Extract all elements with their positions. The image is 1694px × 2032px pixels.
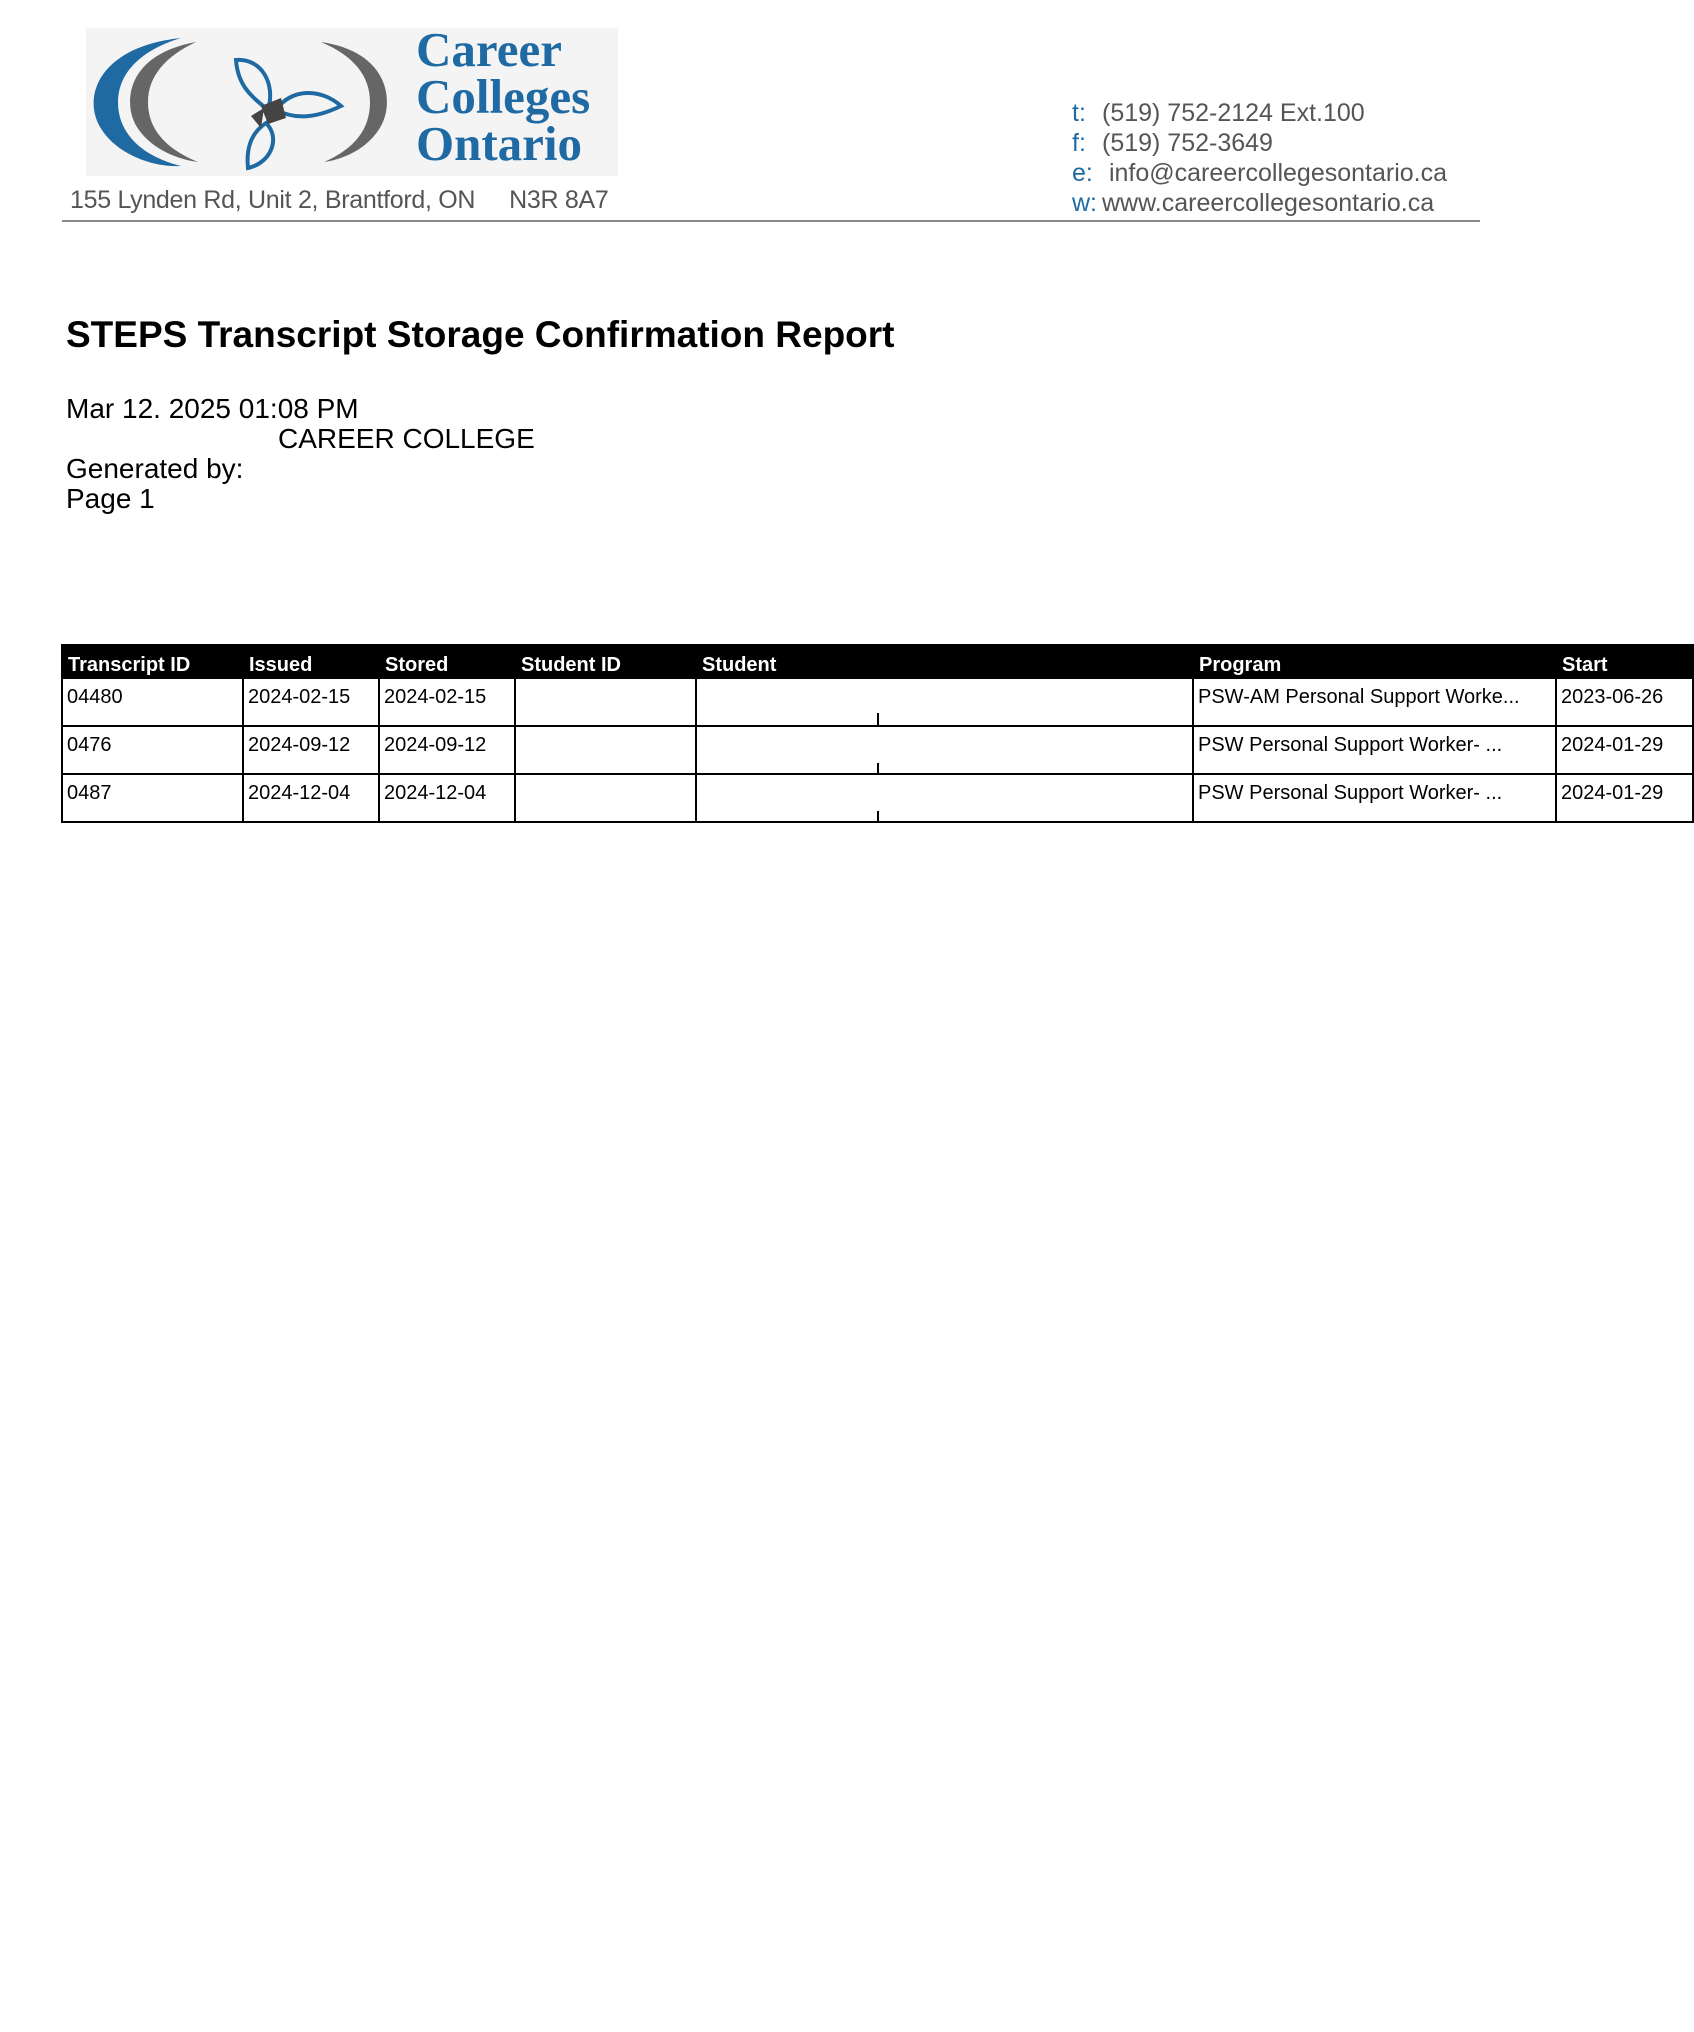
contact-phone bbox=[1072, 98, 1447, 128]
transcript-table bbox=[61, 644, 1694, 823]
redaction-mark bbox=[877, 811, 879, 823]
column-header: Student bbox=[696, 645, 1193, 678]
program-cell: PSW Personal Support Worker- ... bbox=[1193, 774, 1556, 822]
transcript-id-cell: 04480 bbox=[62, 678, 243, 726]
trillium-logo-icon bbox=[86, 28, 406, 176]
table-row bbox=[62, 774, 1693, 822]
stored-cell: 2024-09-12 bbox=[379, 726, 515, 774]
contact-value: www.careercollegesontario.ca bbox=[1102, 189, 1435, 217]
column-header: Transcript ID bbox=[62, 645, 243, 678]
column-header: Issued bbox=[243, 645, 379, 678]
organization-logo bbox=[86, 22, 618, 176]
student-id-cell bbox=[515, 726, 696, 774]
student-cell bbox=[696, 726, 1193, 774]
issued-cell: 2024-09-12 bbox=[243, 726, 379, 774]
page-number: Page 1 bbox=[66, 483, 155, 514]
column-header: Student ID bbox=[515, 645, 696, 678]
column-header: Program bbox=[1193, 645, 1556, 678]
college-name: CAREER COLLEGE bbox=[278, 423, 535, 454]
start-cell: 2024-01-29 bbox=[1556, 774, 1693, 822]
student-cell bbox=[696, 774, 1193, 822]
issued-cell: 2024-12-04 bbox=[243, 774, 379, 822]
student-cell bbox=[696, 678, 1193, 726]
report-date: Mar 12. 2025 01:08 PM bbox=[66, 393, 359, 424]
transcript-id-cell: 0487 bbox=[62, 774, 243, 822]
start-cell: 2023-06-26 bbox=[1556, 678, 1693, 726]
logo-line-2: Colleges bbox=[416, 69, 591, 124]
organization-address bbox=[70, 186, 609, 215]
column-header: Stored bbox=[379, 645, 515, 678]
issued-cell: 2024-02-15 bbox=[243, 678, 379, 726]
contact-key: t: bbox=[1072, 99, 1086, 127]
postal-code: N3R 8A7 bbox=[509, 186, 609, 214]
redaction-mark bbox=[877, 713, 879, 725]
contact-fax bbox=[1072, 128, 1447, 158]
stored-cell: 2024-12-04 bbox=[379, 774, 515, 822]
table-header-row bbox=[62, 645, 1693, 678]
transcript-id-cell: 0476 bbox=[62, 726, 243, 774]
report-title: STEPS Transcript Storage Confirmation Report bbox=[66, 314, 895, 355]
logo-line-3: Ontario bbox=[416, 116, 583, 171]
logo-wordmark bbox=[416, 22, 591, 171]
header-divider bbox=[62, 220, 1480, 222]
contact-key: e: bbox=[1072, 159, 1093, 187]
contact-email bbox=[1072, 158, 1447, 188]
contact-value: info@careercollegesontario.ca bbox=[1102, 159, 1448, 187]
student-id-cell bbox=[515, 678, 696, 726]
contact-key: w: bbox=[1072, 189, 1097, 217]
stored-cell: 2024-02-15 bbox=[379, 678, 515, 726]
table-row bbox=[62, 726, 1693, 774]
program-cell: PSW-AM Personal Support Worke... bbox=[1193, 678, 1556, 726]
contact-value: (519) 752-3649 bbox=[1102, 129, 1273, 157]
contact-info bbox=[1072, 98, 1447, 218]
generated-by-label: Generated by: bbox=[66, 453, 244, 484]
contact-website bbox=[1072, 188, 1447, 218]
contact-key: f: bbox=[1072, 129, 1086, 157]
logo-line-1: Career bbox=[416, 22, 562, 77]
program-cell: PSW Personal Support Worker- ... bbox=[1193, 726, 1556, 774]
column-header: Start bbox=[1556, 645, 1693, 678]
start-cell: 2024-01-29 bbox=[1556, 726, 1693, 774]
contact-value: (519) 752-2124 Ext.100 bbox=[1102, 99, 1365, 127]
table-row bbox=[62, 678, 1693, 726]
student-id-cell bbox=[515, 774, 696, 822]
street-address: 155 Lynden Rd, Unit 2, Brantford, ON bbox=[70, 186, 476, 214]
